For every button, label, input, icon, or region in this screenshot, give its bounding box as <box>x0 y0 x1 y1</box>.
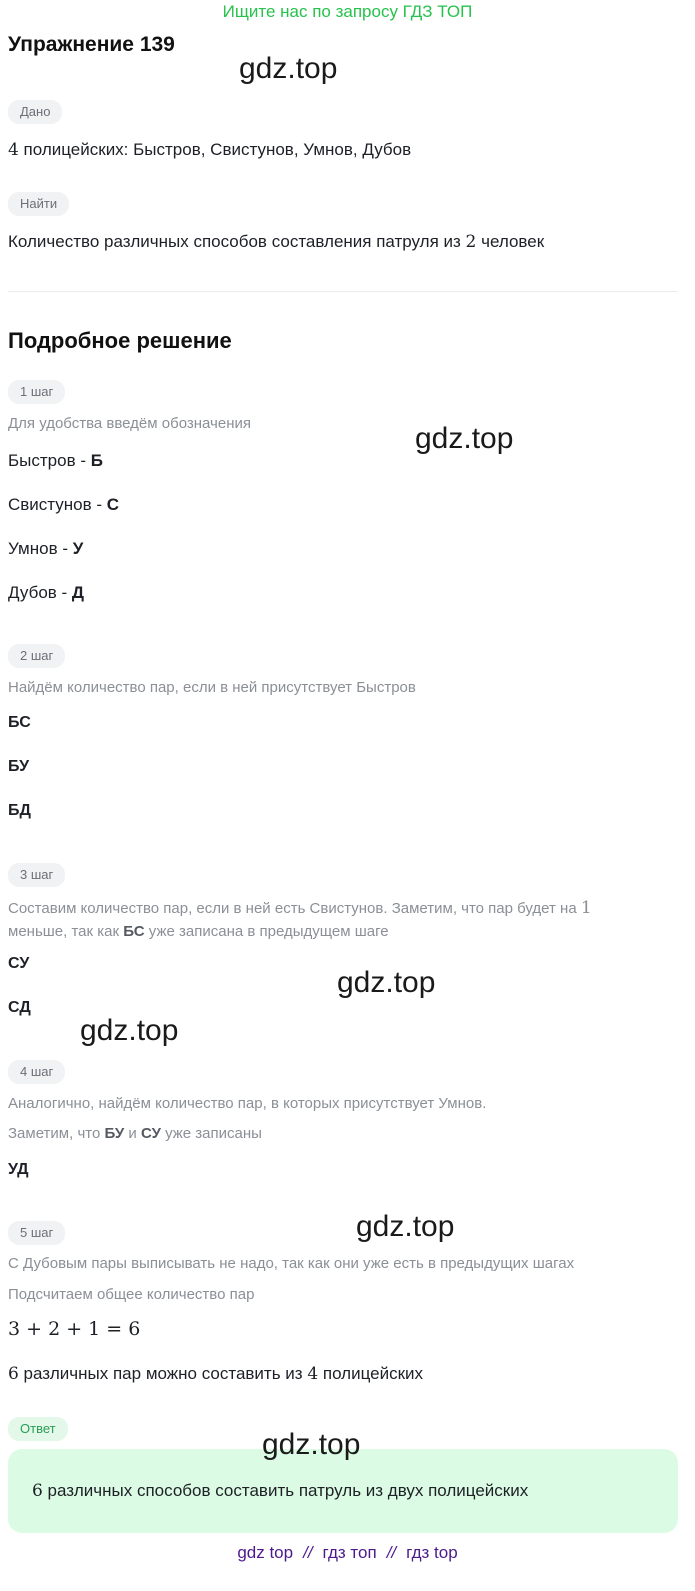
step2-chip-wrap <box>8 644 65 668</box>
answer-label: различных способов составить патруль из двух полицейских <box>42 1481 529 1500</box>
step4-note2-c: уже записаны <box>160 1125 262 1142</box>
find-label-b: человек <box>476 232 545 251</box>
result-number-b: 4 <box>307 1364 319 1384</box>
step1-line <box>8 495 119 515</box>
step1-name: Свистунов - <box>8 495 107 514</box>
step5-note1: С Дубовым пары выписывать не надо, так как они уже есть в предыдущих шагах <box>8 1255 575 1272</box>
watermark: gdz.top <box>239 52 338 85</box>
step1-name: Дубов - <box>8 583 72 602</box>
step4-note2-mid: и <box>124 1125 141 1142</box>
answer-text <box>32 1481 528 1501</box>
step1-line <box>8 583 84 603</box>
step3-note <box>8 897 678 943</box>
watermark: gdz.top <box>337 966 436 999</box>
solution-heading: Подробное решение <box>8 328 232 353</box>
pair: БС <box>8 714 31 731</box>
step3-chip: 3 шаг <box>8 863 65 887</box>
step1-code: У <box>72 539 84 558</box>
equation: 3 + 2 + 1 = 6 <box>8 1318 141 1340</box>
step1-name: Умнов - <box>8 539 73 558</box>
step4-note1: Аналогично, найдём количество пар, в которых присутствует Умнов. <box>8 1095 487 1112</box>
step5-note2: Подсчитаем общее количество пар <box>8 1286 255 1303</box>
find-chip: Найти <box>8 192 69 216</box>
answer-number: 6 <box>32 1481 43 1501</box>
step3-note-b: меньше, так как <box>8 923 124 940</box>
pair: СД <box>8 999 31 1016</box>
step1-code: Д <box>71 583 85 602</box>
watermark: gdz.top <box>356 1210 455 1243</box>
footer-link-gdz-top-ru[interactable]: гдз топ <box>322 1543 377 1562</box>
watermark: gdz.top <box>80 1014 179 1047</box>
given-label: полицейских: Быстров, Свистунов, Умнов, Дубов <box>18 140 412 159</box>
pair: БД <box>8 802 31 819</box>
find-text <box>8 232 544 252</box>
given-number: 4 <box>8 140 19 160</box>
step5-chip-wrap <box>8 1221 65 1245</box>
step1-line <box>8 539 83 559</box>
step2-note: Найдём количество пар, если в ней присутствует Быстров <box>8 679 416 696</box>
result-number-a: 6 <box>8 1364 19 1384</box>
step1-chip: 1 шаг <box>8 380 65 404</box>
step4-note2 <box>8 1125 262 1142</box>
result-label-b: полицейских <box>318 1364 423 1383</box>
step1-name: Быстров - <box>8 451 91 470</box>
step5-chip: 5 шаг <box>8 1221 65 1245</box>
step3-note-c: уже записана в предыдущем шаге <box>144 923 389 940</box>
find-number: 2 <box>465 232 477 252</box>
answer-chip-wrap <box>8 1417 68 1441</box>
search-banner[interactable]: Ищите нас по запросу ГДЗ ТОП <box>222 2 473 21</box>
find-label-a: Количество различных способов составления патруля из <box>8 232 466 251</box>
pair: БУ <box>8 758 30 775</box>
footer-link-gdz-top-mixed[interactable]: гдз top <box>406 1543 458 1562</box>
step2-chip: 2 шаг <box>8 644 65 668</box>
step3-note-number: 1 <box>580 898 592 918</box>
footer-link-gdz-top[interactable]: gdz top <box>237 1543 294 1562</box>
step4-chip-wrap <box>8 1060 65 1084</box>
step1-code: С <box>106 495 120 514</box>
given-text <box>8 140 411 160</box>
step3-note-bold: БС <box>123 923 145 940</box>
watermark: gdz.top <box>262 1428 361 1461</box>
step4-note2-bold2: СУ <box>140 1125 161 1142</box>
footer-separator: // <box>303 1543 313 1562</box>
step3-chip-wrap <box>8 863 65 887</box>
step1-chip-wrap <box>8 380 65 404</box>
step4-note2-bold1: БУ <box>104 1125 125 1142</box>
pair: УД <box>8 1161 29 1178</box>
step3-note-a: Составим количество пар, если в ней есть Свистунов. Заметим, что пар будет на <box>8 900 581 917</box>
answer-chip: Ответ <box>8 1417 68 1441</box>
pair: СУ <box>8 955 30 972</box>
watermark: gdz.top <box>415 422 514 455</box>
step4-chip: 4 шаг <box>8 1060 65 1084</box>
given-chip-wrap <box>8 100 62 124</box>
step1-code: Б <box>90 451 103 470</box>
find-chip-wrap <box>8 192 69 216</box>
footer-links <box>0 1543 695 1563</box>
page-title: Упражнение 139 <box>8 33 175 56</box>
result-label-a: различных пар можно составить из <box>18 1364 308 1383</box>
step4-note2-a: Заметим, что <box>8 1125 105 1142</box>
footer-separator: // <box>386 1543 397 1562</box>
step1-line <box>8 451 103 471</box>
step1-note: Для удобства введём обозначения <box>8 415 251 432</box>
divider <box>8 291 678 292</box>
given-chip: Дано <box>8 100 62 124</box>
step5-result <box>8 1364 423 1384</box>
